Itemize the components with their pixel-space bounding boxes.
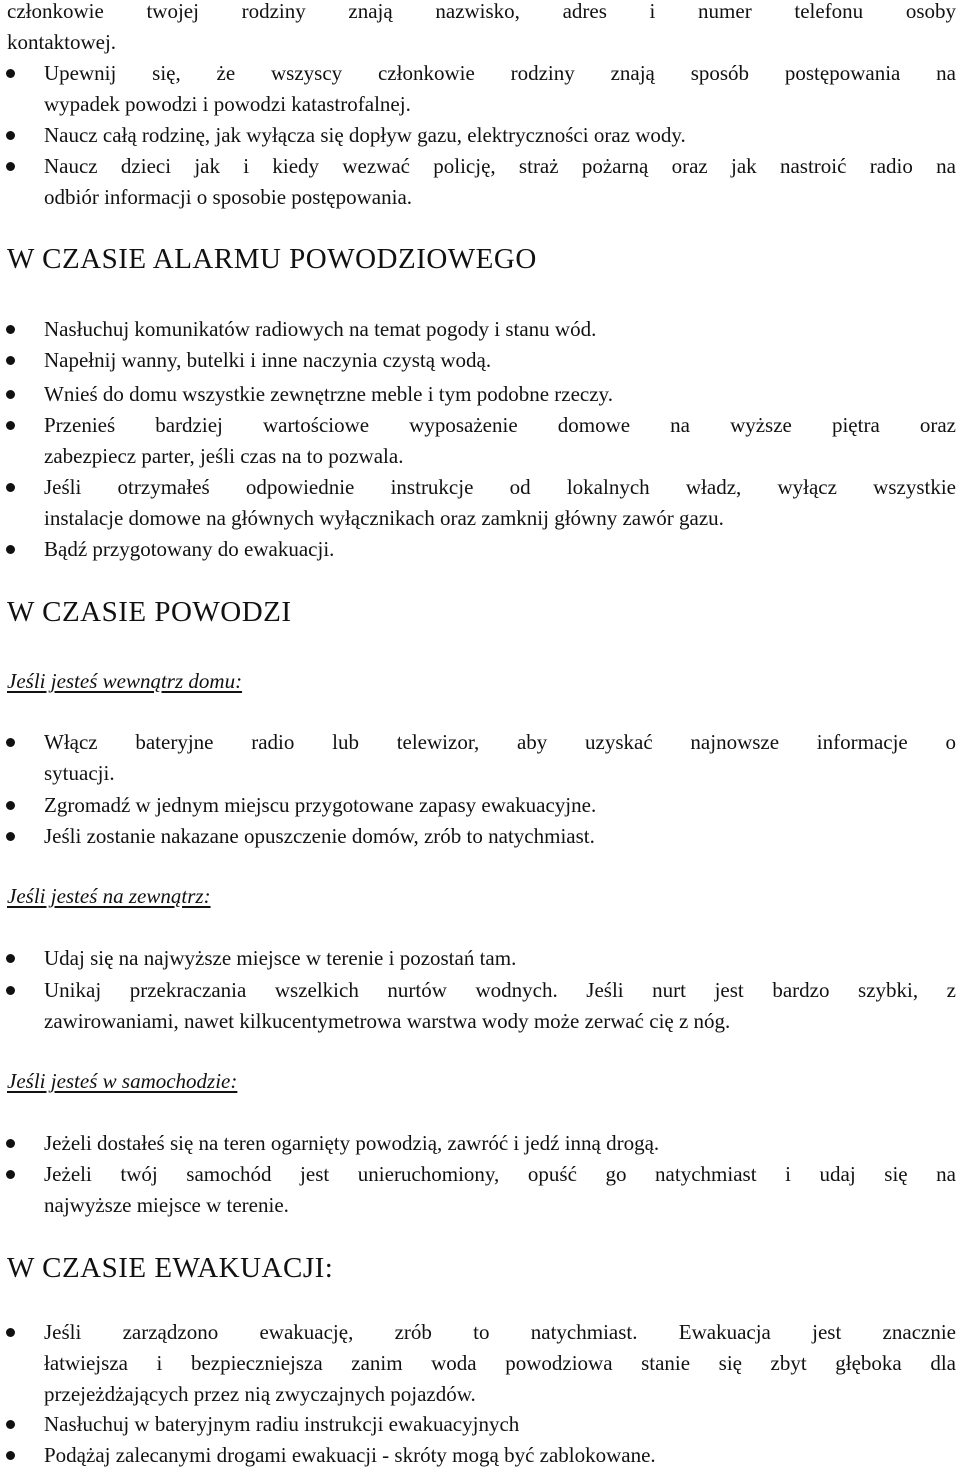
bullet-icon xyxy=(6,738,15,747)
text-line: zabezpiecz parter, jeśli czas na to pozwala. xyxy=(44,444,404,468)
text-line: Unikaj przekraczania wszelkich nurtów wodnych. Jeśli nurt jest bardzo szybki, z xyxy=(44,978,956,1002)
bullet-icon xyxy=(6,1328,15,1337)
text-line: Podążaj zalecanymi drogami ewakuacji - skróty mogą być zablokowane. xyxy=(44,1443,656,1467)
text-line: Jeśli zarządzono ewakuację, zrób to natychmiast. Ewakuacja jest znacznie xyxy=(44,1320,956,1344)
text-line: Wnieś do domu wszystkie zewnętrzne meble i tym podobne rzeczy. xyxy=(44,382,613,406)
bullet-icon xyxy=(6,356,15,365)
text-line: Przenieś bardziej wartościowe wyposażenie domowe na wyższe piętra oraz xyxy=(44,413,956,437)
text-line: Jeżeli twój samochód jest unieruchomiony, opuść go natychmiast i udaj się na xyxy=(44,1162,956,1186)
bullet-icon xyxy=(6,483,15,492)
text-line: członkowie twojej rodziny znają nazwisko, adres i numer telefonu osoby xyxy=(7,0,956,23)
bullet-icon xyxy=(6,801,15,810)
text-line: przejeżdżających przez nią zwyczajnych pojazdów. xyxy=(44,1382,476,1406)
text-line: Zgromadź w jednym miejscu przygotowane zapasy ewakuacyjne. xyxy=(44,793,597,817)
bullet-icon xyxy=(6,131,15,140)
text-line: najwyższe miejsce w terenie. xyxy=(44,1193,289,1217)
text-line: instalacje domowe na głównych wyłącznikach oraz zamknij główny zawór gazu. xyxy=(44,506,724,530)
bullet-icon xyxy=(6,69,15,78)
text-line: odbiór informacji o sposobie postępowania. xyxy=(44,185,413,209)
text-line: Naucz całą rodzinę, jak wyłącza się dopływ gazu, elektryczności oraz wody. xyxy=(44,123,686,147)
bullet-icon xyxy=(6,162,15,171)
text-line: Nasłuchuj komunikatów radiowych na temat pogody i stanu wód. xyxy=(44,317,597,341)
bullet-icon xyxy=(6,545,15,554)
text-line: Bądź przygotowany do ewakuacji. xyxy=(44,537,335,561)
subheading-outside: Jeśli jesteś na zewnątrz: xyxy=(7,884,211,908)
subheading-car: Jeśli jesteś w samochodzie: xyxy=(7,1069,238,1093)
text-line: sytuacji. xyxy=(44,761,115,785)
text-line: zawirowaniami, nawet kilkucentymetrowa warstwa wody może zerwać cię z nóg. xyxy=(44,1009,731,1033)
text-line: Nasłuchuj w bateryjnym radiu instrukcji ewakuacyjnych xyxy=(44,1412,520,1436)
bullet-icon xyxy=(6,986,15,995)
text-line: Włącz bateryjne radio lub telewizor, aby uzyskać najnowsze informacje o xyxy=(44,730,956,754)
text-line: Jeśli otrzymałeś odpowiednie instrukcje od lokalnych władz, wyłącz wszystkie xyxy=(44,475,956,499)
section-heading-evacuation: W CZASIE EWAKUACJI: xyxy=(7,1252,334,1284)
text-line: Udaj się na najwyższe miejsce w terenie i pozostań tam. xyxy=(44,946,517,970)
bullet-icon xyxy=(6,1451,15,1460)
text-line: łatwiejsza i bezpieczniejsza zanim woda powodziowa stanie się zbyt głęboka dla xyxy=(44,1351,956,1375)
text-line: Naucz dzieci jak i kiedy wezwać policję, straż pożarną oraz jak nastroić radio na xyxy=(44,154,956,178)
text-line: Upewnij się, że wszyscy członkowie rodziny znają sposób postępowania na xyxy=(44,61,956,85)
bullet-icon xyxy=(6,390,15,399)
section-heading-alarm: W CZASIE ALARMU POWODZIOWEGO xyxy=(7,243,537,275)
bullet-icon xyxy=(6,325,15,334)
text-line: wypadek powodzi i powodzi katastrofalnej. xyxy=(44,92,411,116)
bullet-icon xyxy=(6,1420,15,1429)
bullet-icon xyxy=(6,421,15,430)
bullet-icon xyxy=(6,954,15,963)
text-line: Jeśli zostanie nakazane opuszczenie domów, zrób to natychmiast. xyxy=(44,824,595,848)
bullet-icon xyxy=(6,1170,15,1179)
section-heading-flood: W CZASIE POWODZI xyxy=(7,596,292,628)
text-line: Napełnij wanny, butelki i inne naczynia czystą wodą. xyxy=(44,348,492,372)
bullet-icon xyxy=(6,832,15,841)
bullet-icon xyxy=(6,1139,15,1148)
text-line: kontaktowej. xyxy=(7,30,117,54)
subheading-inside: Jeśli jesteś wewnątrz domu: xyxy=(7,669,243,693)
text-line: Jeżeli dostałeś się na teren ogarnięty powodzią, zawróć i jedź inną drogą. xyxy=(44,1131,660,1155)
